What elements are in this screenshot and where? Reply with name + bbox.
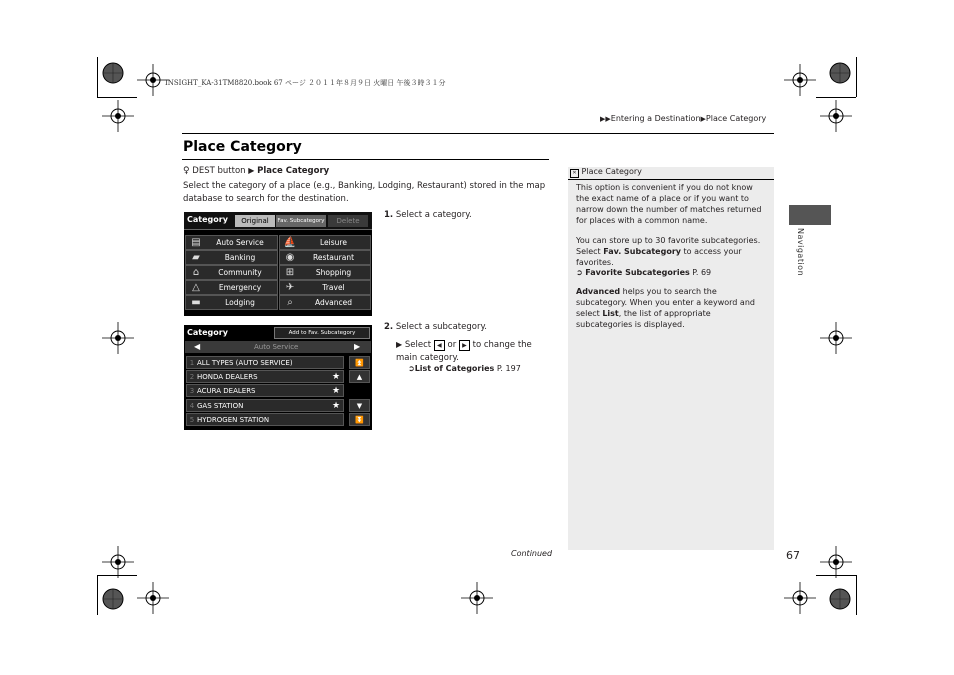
delete-button[interactable]: Delete: [328, 215, 368, 227]
category-item[interactable]: [279, 250, 371, 265]
xref-page: P. 69: [692, 268, 712, 277]
row-label: ACURA DEALERS: [197, 386, 256, 395]
list-of-categories-link[interactable]: [408, 364, 521, 373]
step-number: 1.: [384, 210, 394, 220]
crop-mark: [856, 57, 857, 97]
detail-text: to change the main category.: [396, 340, 532, 363]
right-arrow-button-icon: ▶: [459, 340, 470, 351]
list-item[interactable]: [186, 384, 344, 397]
category-item[interactable]: [279, 295, 371, 310]
selector-value: Auto Service: [254, 343, 299, 351]
category-label: Advanced: [314, 298, 353, 307]
sidebar-paragraph: [576, 286, 768, 330]
row-label: HONDA DEALERS: [197, 372, 258, 381]
registration-disc-icon: [824, 583, 856, 615]
row-number: 4: [189, 401, 195, 410]
list-item[interactable]: [186, 356, 344, 369]
registration-disc-icon: [824, 57, 856, 89]
print-meta: INSIGHT_KA-31TM8820.book 67 ページ ２０１１年８月９日 火曜日 午後３時３１分: [165, 79, 446, 87]
xref-page: P. 197: [496, 364, 521, 373]
row-number: 3: [189, 386, 195, 395]
star-icon: ★: [331, 385, 341, 396]
dining-icon: ◉: [285, 252, 295, 263]
scroll-up-icon[interactable]: ▲: [349, 370, 370, 383]
list-item[interactable]: [186, 370, 344, 383]
left-arrow-button-icon: ◀: [434, 340, 445, 351]
header-rule: [182, 133, 774, 134]
emphasis: Advanced: [576, 287, 621, 296]
screen-title: Category: [187, 328, 228, 337]
breadcrumb: [600, 114, 766, 123]
category-item[interactable]: [279, 235, 371, 250]
scroll-top-icon[interactable]: ⏫: [349, 356, 370, 369]
xref-label: Favorite Subcategories: [585, 268, 690, 277]
text: You can store up to 30 favorite subcategories. Select: [576, 236, 761, 256]
crop-mark: [816, 97, 856, 98]
category-item[interactable]: [185, 280, 278, 295]
xref-icon: ➲: [408, 364, 415, 373]
star-icon: ★: [331, 371, 341, 382]
row-label: ALL TYPES (AUTO SERVICE): [197, 358, 293, 367]
row-number: 5: [189, 415, 195, 424]
crosshair-icon: [137, 582, 169, 614]
sidebar-title: [570, 167, 642, 178]
registration-disc-icon: [97, 583, 129, 615]
subcategory-screen: [184, 325, 372, 430]
page-number: 67: [786, 549, 800, 562]
page-title: Place Category: [183, 139, 302, 155]
category-label: Community: [218, 268, 262, 277]
cart-icon: ⊞: [285, 267, 295, 278]
arrow-icon: ▶: [396, 340, 403, 349]
step-number: 2.: [384, 322, 394, 332]
category-item[interactable]: [185, 265, 278, 280]
category-label: Shopping: [315, 268, 352, 277]
category-label: Leisure: [320, 238, 347, 247]
category-label: Restaurant: [312, 253, 355, 262]
double-arrow-icon: ▶▶: [600, 115, 611, 123]
voice-icon: ♀: [183, 166, 190, 176]
text: , the list of appropriate subcategories is displayed.: [576, 309, 711, 329]
xref-label: List of Categories: [414, 364, 495, 373]
button-path: [183, 164, 329, 178]
sidebar-note: [568, 167, 774, 550]
crosshair-icon: [820, 100, 852, 132]
title-rule: [182, 159, 549, 160]
star-icon: ★: [331, 400, 341, 411]
xref-icon: ➲: [576, 268, 583, 277]
step-1: [384, 209, 472, 222]
intro-text: Select the category of a place (e.g., Banking, Lodging, Restaurant) stored in the map database to search for the destination.: [183, 181, 546, 204]
sidebar-paragraph: [576, 235, 768, 268]
category-label: Banking: [224, 253, 256, 262]
crosshair-icon: [102, 100, 134, 132]
category-label: Travel: [322, 283, 345, 292]
car-icon: ▤: [191, 237, 201, 248]
tab-fav-subcategory[interactable]: Fav. Subcategory: [276, 215, 326, 227]
crosshair-icon: [820, 546, 852, 578]
category-item[interactable]: [185, 250, 278, 265]
crosshair-icon: [102, 322, 134, 354]
crosshair-icon: [784, 64, 816, 96]
crop-mark: [97, 97, 137, 98]
next-category-button[interactable]: ▶: [354, 342, 361, 351]
category-label: Emergency: [218, 283, 262, 292]
row-number: 1: [189, 358, 195, 367]
crop-mark: [856, 575, 857, 615]
magnifier-icon: ⌕: [287, 297, 293, 308]
tab-original[interactable]: Original: [235, 215, 275, 227]
airplane-icon: ✈: [285, 282, 295, 293]
add-to-fav-button[interactable]: Add to Fav. Subcategory: [274, 327, 370, 339]
category-item[interactable]: [185, 295, 278, 310]
detail-text: Select: [404, 340, 432, 350]
step-text: Select a subcategory.: [395, 322, 487, 332]
prev-category-button[interactable]: ◀: [194, 342, 201, 351]
crosshair-icon: [461, 582, 493, 614]
list-item[interactable]: [186, 399, 344, 412]
detail-text: or: [447, 340, 457, 350]
emphasis: List: [602, 309, 619, 318]
category-label: Auto Service: [216, 238, 264, 247]
path-prefix: DEST button: [192, 166, 246, 176]
scroll-bottom-icon[interactable]: ⏬: [349, 413, 370, 426]
category-item[interactable]: [279, 280, 371, 295]
section-label: Navigation: [796, 228, 805, 277]
registration-disc-icon: [97, 57, 129, 89]
sidebar-rule: [568, 179, 774, 180]
crosshair-icon: [102, 546, 134, 578]
scroll-down-icon[interactable]: ▼: [349, 399, 370, 412]
text: helps you to search the subcategory. When you enter a keyword and select: [576, 287, 755, 318]
list-item[interactable]: [186, 413, 344, 426]
emphasis: Fav. Subcategory: [603, 247, 681, 256]
row-label: HYDROGEN STATION: [197, 415, 270, 424]
breadcrumb-item: Entering a Destination: [610, 114, 701, 123]
building-icon: ⌂: [192, 267, 200, 278]
sidebar-title-text: Place Category: [581, 167, 642, 176]
sidebar-paragraph: This option is convenient if you do not know the exact name of a place or if you want to narrow down the number of matches returned for places with a common name.: [576, 183, 762, 225]
step-2-detail: [396, 338, 546, 365]
breadcrumb-item: Place Category: [705, 114, 767, 123]
screen-title: Category: [187, 215, 228, 224]
crosshair-icon: [784, 582, 816, 614]
step-text: Select a category.: [395, 210, 472, 220]
bed-icon: ▬: [191, 297, 201, 308]
favorite-subcategories-link[interactable]: [576, 268, 711, 277]
continued-label: Continued: [511, 549, 553, 558]
category-item[interactable]: [279, 265, 371, 280]
triangle-icon: △: [192, 282, 200, 293]
category-label: Lodging: [225, 298, 255, 307]
arrow-icon: ▶: [700, 115, 706, 123]
note-icon: ✕: [570, 169, 579, 178]
crosshair-icon: [820, 322, 852, 354]
path-target: Place Category: [257, 166, 330, 176]
row-number: 2: [189, 372, 195, 381]
money-icon: ▰: [192, 252, 200, 263]
arrow-icon: ▶: [248, 166, 255, 175]
category-item[interactable]: [185, 235, 278, 250]
boat-icon: ⛵: [283, 237, 297, 248]
category-screen: [184, 212, 372, 316]
step-2: [384, 321, 487, 334]
section-tab: [789, 205, 831, 225]
row-label: GAS STATION: [197, 401, 244, 410]
text: to access your favorites.: [576, 247, 742, 267]
